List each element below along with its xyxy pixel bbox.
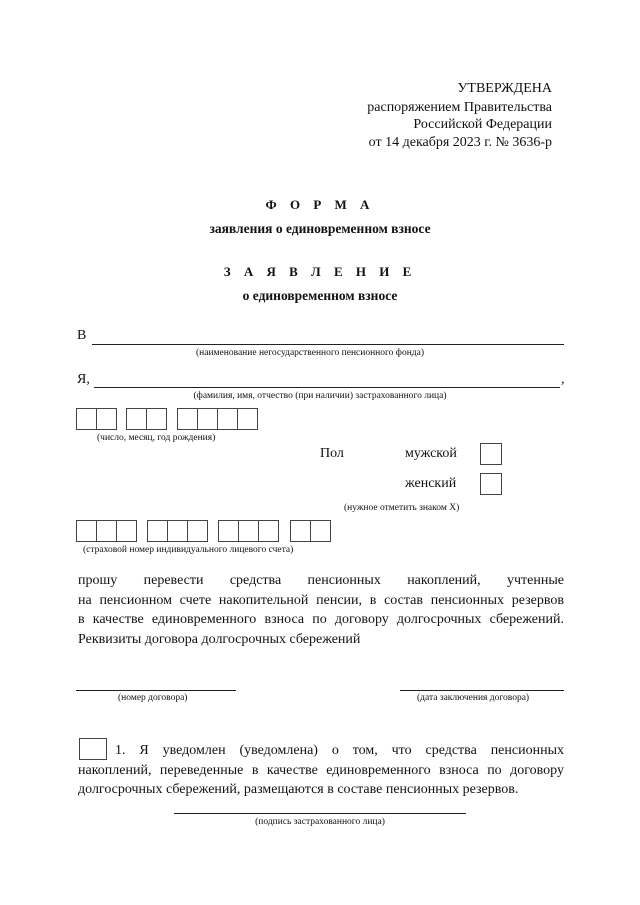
snils-group-1[interactable] (76, 520, 136, 542)
sex-label: Пол (320, 446, 344, 461)
name-prefix: Я, (77, 372, 90, 387)
birth-year-cell[interactable] (177, 408, 198, 430)
snils-cell[interactable] (116, 520, 137, 542)
contract-number-hint: (номер договора) (118, 693, 188, 703)
snils-group-2[interactable] (147, 520, 207, 542)
snils-group-4[interactable] (290, 520, 330, 542)
consent-line: долгосрочных сбережений, размещаются в составе пенсионных резервов. (78, 782, 519, 797)
birth-year-cell[interactable] (197, 408, 218, 430)
request-line: в качестве единовременного взноса по договору долгосрочных сбережений. (78, 612, 564, 627)
request-line: на пенсионном счете накопительной пенсии, в состав пенсионных резервов (78, 592, 564, 608)
signature-hint: (подпись застрахованного лица) (255, 817, 385, 827)
snils-cell[interactable] (147, 520, 168, 542)
male-label: мужской (405, 446, 457, 461)
snils-cell[interactable] (167, 520, 188, 542)
request-paragraph (78, 571, 564, 649)
birth-month-cell[interactable] (146, 408, 167, 430)
birth-day-cells[interactable] (76, 408, 116, 430)
birth-day-cell[interactable] (76, 408, 97, 430)
birth-month-cells[interactable] (126, 408, 166, 430)
snils-cell[interactable] (96, 520, 117, 542)
fund-name-field[interactable] (92, 344, 564, 345)
snils-group-3[interactable] (218, 520, 278, 542)
snils-cell[interactable] (258, 520, 279, 542)
female-checkbox[interactable] (480, 473, 502, 495)
fund-hint: (наименование негосударственного пенсионного фонда) (196, 348, 424, 358)
contract-date-hint: (дата заключения договора) (417, 693, 530, 703)
male-checkbox[interactable] (480, 443, 502, 465)
birth-month-cell[interactable] (126, 408, 147, 430)
contract-details-label: Реквизиты договора долгосрочных сбережений (78, 631, 361, 647)
form-heading: Ф О Р М А (265, 197, 375, 212)
full-name-field[interactable] (94, 387, 560, 388)
approval-title: УТВЕРЖДЕНА (457, 81, 552, 96)
birth-year-cells[interactable] (177, 408, 257, 430)
female-label: женский (405, 476, 457, 491)
consent-line: 1. Я уведомлен (уведомлена) о том, что средства пенсионных (115, 743, 564, 758)
signature-field[interactable] (174, 813, 466, 814)
birth-year-cell[interactable] (237, 408, 258, 430)
consent-paragraph (78, 741, 564, 800)
snils-cell[interactable] (218, 520, 239, 542)
snils-cell[interactable] (290, 520, 311, 542)
snils-cell[interactable] (310, 520, 331, 542)
snils-hint: (страховой номер индивидуального лицевого счета) (83, 545, 294, 555)
snils-cell[interactable] (238, 520, 259, 542)
birth-day-cell[interactable] (96, 408, 117, 430)
snils-cell[interactable] (187, 520, 208, 542)
approval-country: Российской Федерации (413, 117, 552, 132)
birth-year-cell[interactable] (217, 408, 238, 430)
name-suffix: , (561, 372, 565, 387)
fund-prefix: В (77, 328, 87, 343)
statement-subheading: о единовременном взносе (242, 288, 398, 303)
statement-heading: З А Я В Л Е Н И Е (223, 264, 417, 279)
mark-hint: (нужное отметить знаком X) (344, 503, 460, 513)
contract-date-field[interactable] (400, 690, 564, 691)
snils-cell[interactable] (76, 520, 97, 542)
request-line: прошу перевести средства пенсионных накоплений, учтенные (78, 573, 564, 588)
contract-number-field[interactable] (76, 690, 236, 691)
approval-date: от 14 декабря 2023 г. № 3636-р (368, 135, 552, 150)
form-subheading: заявления о единовременном взносе (209, 221, 431, 236)
name-hint: (фамилия, имя, отчество (при наличии) застрахованного лица) (193, 391, 447, 401)
consent-line: накоплений, переведенные в качестве единовременного взноса по договору (78, 762, 564, 778)
birth-hint: (число, месяц, год рождения) (97, 433, 216, 443)
approval-authority: распоряжением Правительства (367, 100, 552, 115)
